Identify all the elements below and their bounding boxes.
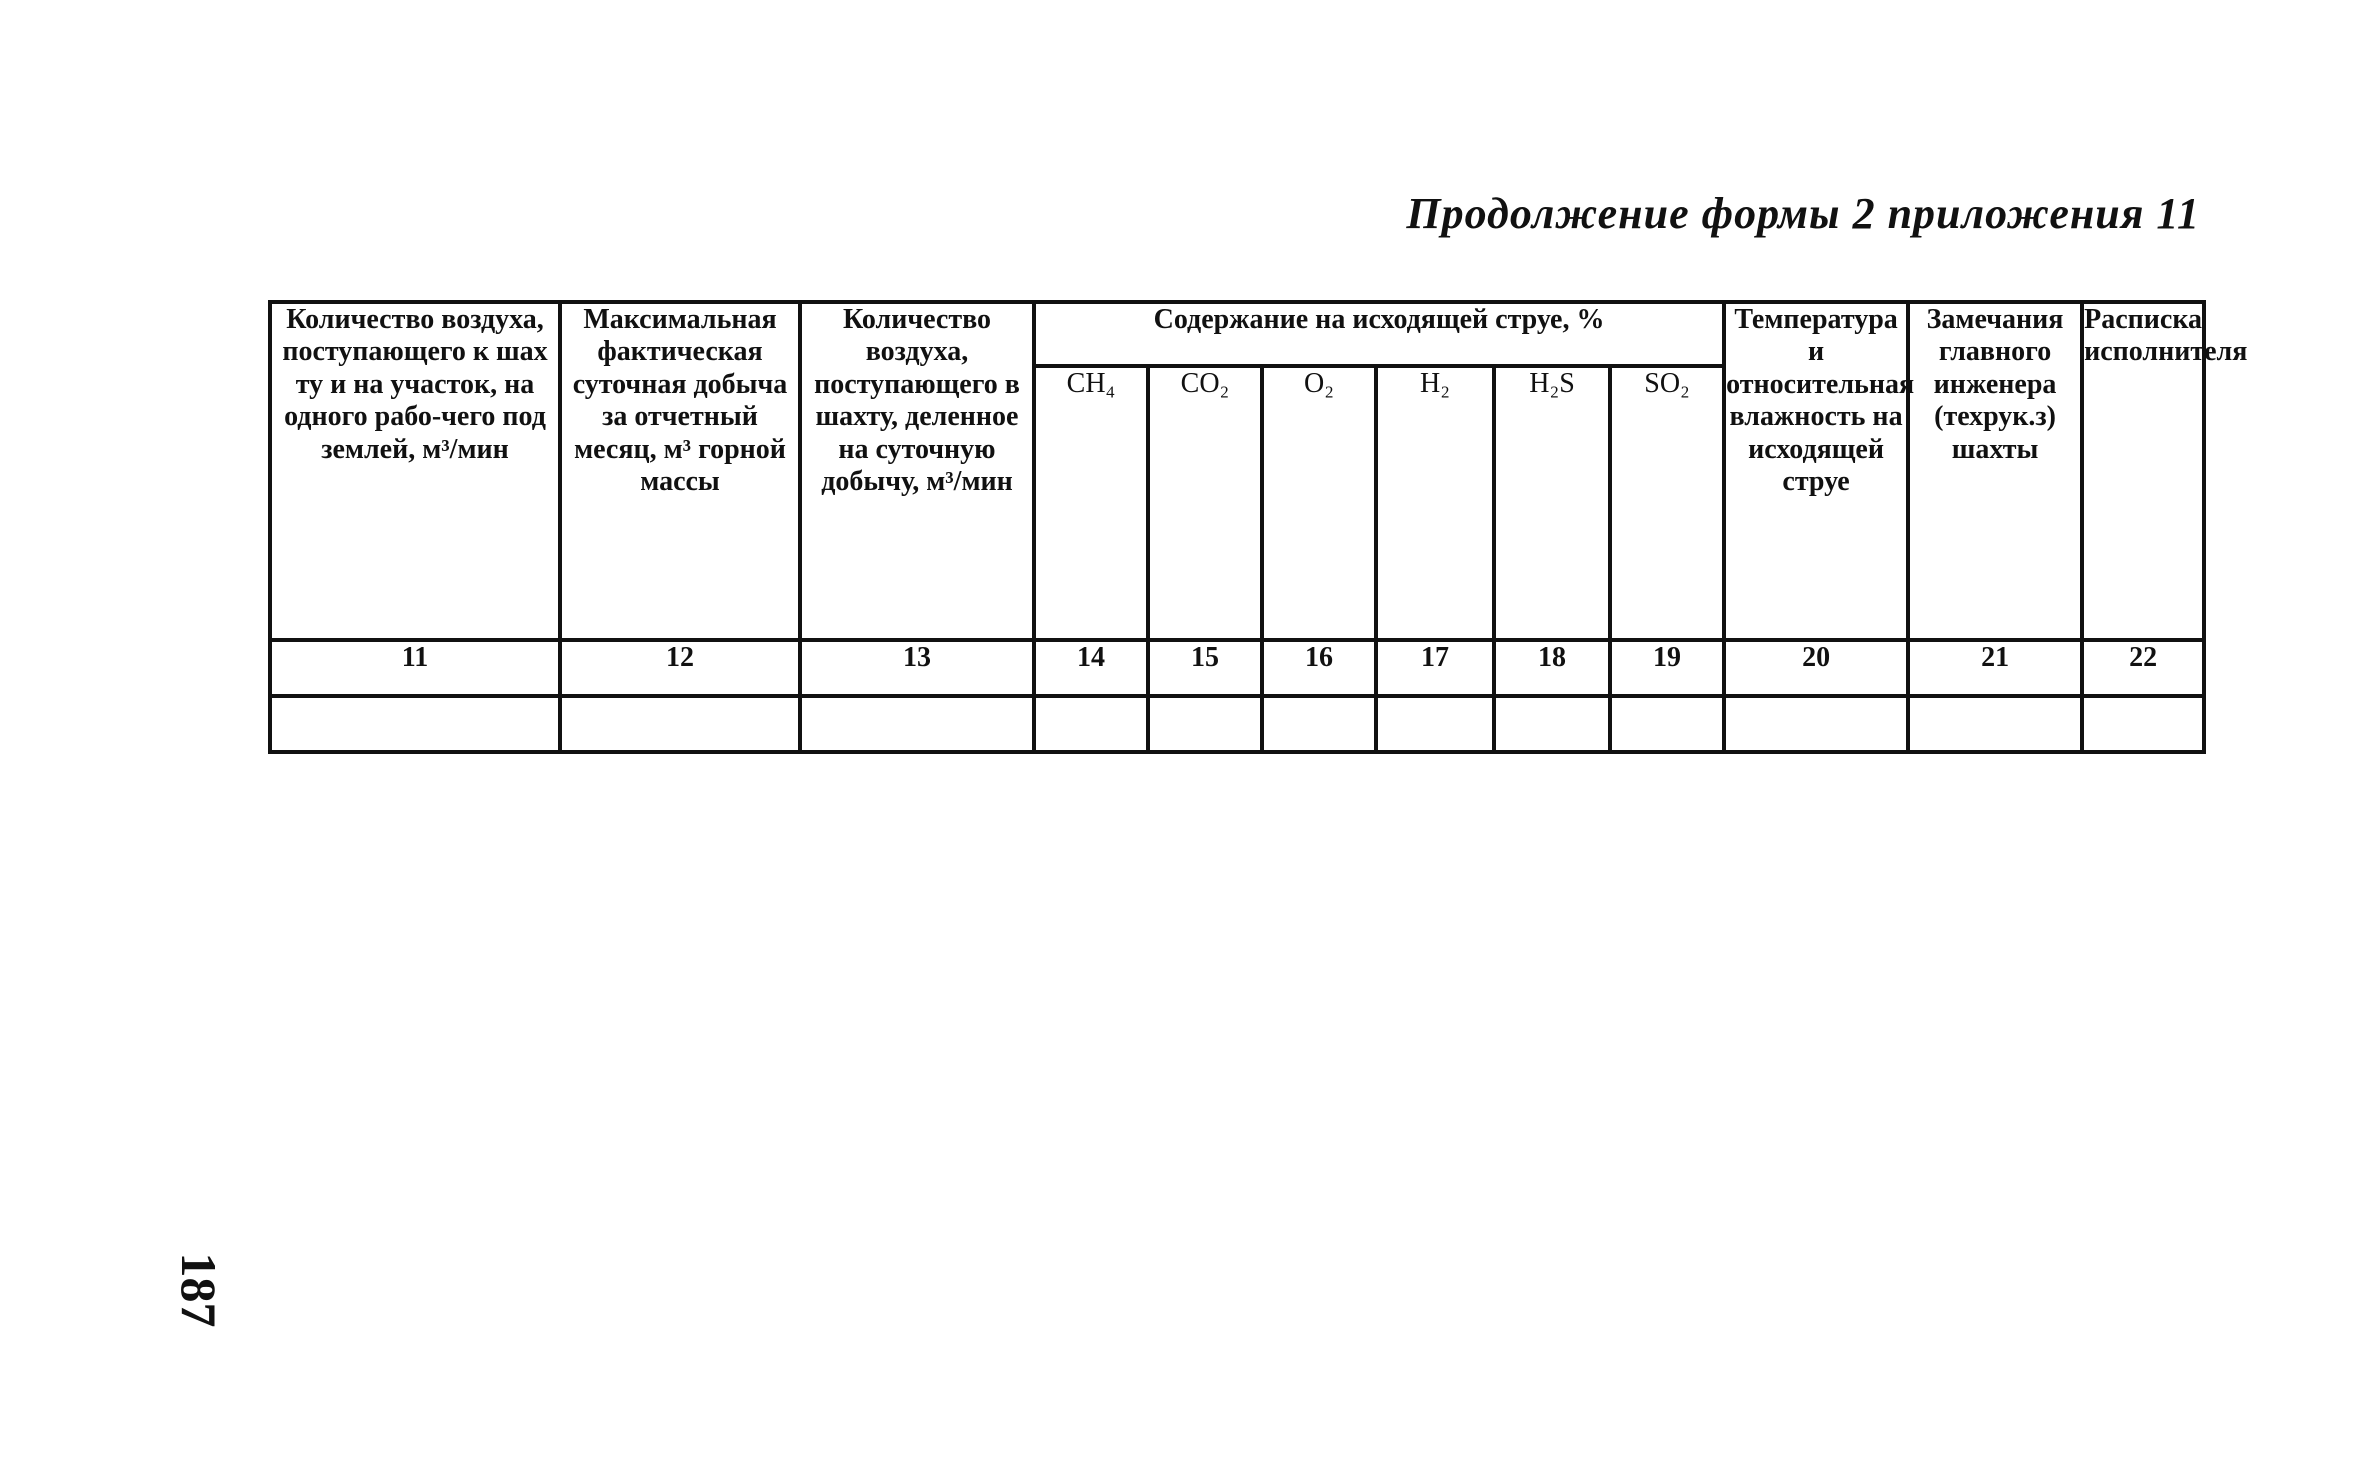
blank-cell: [1262, 696, 1376, 752]
column-number: 21: [1908, 640, 2082, 696]
form-table: [268, 300, 2248, 754]
column-number: 22: [2082, 640, 2204, 696]
gas-ch4: CH₄: [1034, 366, 1148, 640]
column-number: 19: [1610, 640, 1724, 696]
gas-o2: O₂: [1262, 366, 1376, 640]
header-outgoing-air-content: [1034, 302, 1724, 366]
page-heading: Продолжение формы 2 приложения 11: [1406, 189, 2200, 238]
blank-cell: [1494, 696, 1610, 752]
header-air-per-worker: [270, 302, 560, 640]
header-temperature-humidity-text: Температура и относительная влажность на исходящей струе: [1726, 304, 1915, 498]
blank-cell: [1034, 696, 1148, 752]
blank-cell: [270, 696, 560, 752]
blank-cell: [1376, 696, 1494, 752]
column-number: 20: [1724, 640, 1908, 696]
blank-cell: [1908, 696, 2082, 752]
header-air-per-output: [800, 302, 1034, 640]
header-row-top: [270, 302, 2204, 366]
header-temperature-humidity: [1724, 302, 1915, 640]
header-executor-signature-text: Расписка исполнителя: [2084, 304, 2248, 368]
column-number: 14: [1034, 640, 1148, 696]
column-number: 12: [560, 640, 800, 696]
column-number: 16: [1262, 640, 1376, 696]
gas-h2s: H₂S: [1494, 366, 1610, 640]
blank-cell: [1724, 696, 1908, 752]
gas-so2: SO₂: [1610, 366, 1724, 640]
blank-entry-row: [270, 696, 2204, 752]
column-number: 13: [800, 640, 1034, 696]
column-number: 11: [270, 640, 560, 696]
blank-cell: [800, 696, 1034, 752]
header-chief-engineer-remarks: [1908, 302, 2082, 640]
blank-cell: [2082, 696, 2204, 752]
header-air-per-output-text: Количество воздуха, поступающего в шахту, деленное на суточную добычу, м³/мин: [814, 304, 1020, 498]
header-executor-signature: [2082, 302, 2248, 640]
blank-cell: [1610, 696, 1724, 752]
header-air-per-worker-text: Количество воздуха, поступающего к шах ту и на участок, на одного рабо-чего под землей, м³/мин: [282, 304, 548, 465]
gas-h2: H₂: [1376, 366, 1494, 640]
gas-co2: CO₂: [1148, 366, 1262, 640]
header-max-daily-output-text: Максимальная фактическая суточная добыча за отчетный месяц, м³ горной массы: [572, 304, 788, 498]
column-number-row: [270, 640, 2204, 696]
blank-cell: [560, 696, 800, 752]
header-max-daily-output: [560, 302, 800, 640]
blank-cell: [1148, 696, 1262, 752]
header-chief-engineer-remarks-text: Замечания главного инженера (техрук.з) шахты: [1926, 304, 2064, 465]
header-outgoing-air-content-text: Содержание на исходящей струе, %: [1153, 304, 1605, 335]
column-number: 18: [1494, 640, 1610, 696]
page-number: 187: [171, 1252, 227, 1328]
column-number: 17: [1376, 640, 1494, 696]
column-number: 15: [1148, 640, 1262, 696]
